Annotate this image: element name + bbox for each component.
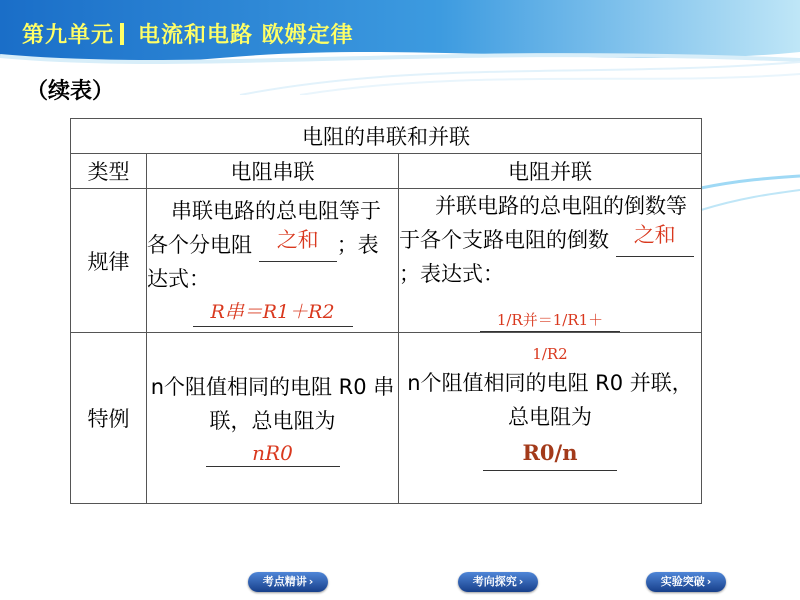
parallel-special-text: n个阻值相同的电阻 R0 并联，总电阻为 — [407, 370, 693, 429]
unit-title: 电流和电路 欧姆定律 — [138, 23, 354, 48]
unit-label: 第九单元 — [22, 23, 115, 48]
series-rule-answer: 之和 — [276, 228, 319, 252]
parallel-rule-text: 并联电路的总电阻的倒数等于各个支路电阻的倒数 — [399, 194, 687, 252]
parallel-formula — [480, 291, 620, 363]
series-special-cell — [147, 333, 399, 504]
series-special-answer: nR0 — [206, 440, 340, 467]
parallel-rule-cell — [399, 189, 702, 363]
nav-exploration-button[interactable] — [458, 572, 538, 592]
row-label-rule: 规律 — [71, 189, 147, 333]
series-rule-cell — [147, 189, 399, 333]
chevron-right-icon: › — [518, 575, 524, 588]
title-separator — [120, 23, 124, 45]
series-rule-text: 串联电路的总电阻等于各个分电阻 — [147, 199, 381, 257]
parallel-special-answer: R0/n — [483, 436, 617, 471]
continued-label: （续表） — [26, 79, 115, 104]
nav-experiment-button[interactable] — [646, 572, 726, 592]
series-formula — [193, 298, 353, 327]
parallel-formula-text: 1/R并＝1/R1＋1/R2 — [496, 311, 604, 363]
resistance-table — [70, 118, 702, 504]
header-parallel: 电阻并联 — [399, 154, 702, 189]
nav-key-points-button[interactable] — [248, 572, 328, 592]
header-type: 类型 — [71, 154, 147, 189]
parallel-rule-blank — [616, 223, 694, 257]
nav-exploration-label: 考向探究 — [472, 575, 517, 588]
parallel-expr-label: ；表达式： — [399, 262, 504, 286]
parallel-rule-answer: 之和 — [633, 223, 676, 247]
chevron-right-icon: › — [308, 575, 314, 588]
series-expr-label: ；表达式： — [147, 233, 379, 291]
unit-header — [22, 18, 354, 49]
chevron-right-icon: › — [706, 575, 712, 588]
series-rule-blank — [259, 228, 337, 262]
series-special-text: n个阻值相同的电阻 R0 串联，总电阻为 — [150, 374, 395, 433]
row-label-special: 特例 — [71, 333, 147, 504]
nav-key-points-label: 考点精讲 — [262, 575, 307, 588]
table-title: 电阻的串联和并联 — [71, 119, 702, 154]
series-formula-text: R串＝R1＋R2 — [210, 301, 335, 323]
header-series: 电阻串联 — [147, 154, 399, 189]
nav-experiment-label: 实验突破 — [660, 575, 705, 588]
